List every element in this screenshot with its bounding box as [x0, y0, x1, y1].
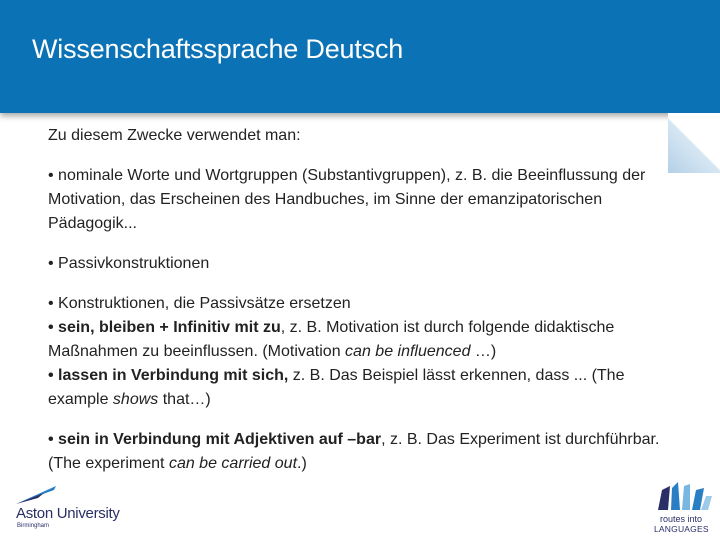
bullet-lassen-bold: • lassen in Verbindung mit sich, [48, 367, 289, 384]
aston-subtitle: Birmingham [17, 523, 50, 529]
bullet-passive-replacements: • Konstruktionen, die Passivsätze ersetzen [48, 295, 351, 312]
aston-university-logo [14, 484, 134, 534]
routes-text-line2: LANGUAGES [654, 524, 709, 534]
bullet-sein-adjective-bold: • sein in Verbindung mit Adjektiven auf –bar [48, 431, 382, 448]
bullet-sein-adjective-tail: .) [297, 455, 307, 472]
slide-content [48, 124, 688, 476]
bullet-sein-adjective [48, 428, 688, 476]
routes-fan-icon [654, 480, 714, 514]
slide-header [0, 0, 720, 113]
bullet-sein-adjective-italic: can be carried out [168, 455, 298, 472]
aston-swoosh-icon [14, 484, 74, 506]
routes-into-languages-logo [652, 480, 716, 536]
routes-text-line1: routes into [660, 514, 703, 524]
bullet-lassen [48, 364, 688, 412]
bullet-nominal-words: • nominale Worte und Wortgruppen (Substantivgruppen), z. B. die Beeinflussung der Motivation, das Erscheinen des Handbuches, im Sinne der emanzipatorischen Pädagogik... [48, 167, 646, 232]
bullet-lassen-tail: that…) [158, 391, 211, 408]
bullet-sein-adjective-text: , z. B. Das Experiment ist durchführbar. (The experiment [48, 431, 660, 472]
bullet-sein-bleiben-text: , z. B. Motivation ist durch folgende didaktische Maßnahmen zu beeinflussen. (Motivation [48, 319, 615, 360]
intro-text: Zu diesem Zwecke verwendet man: [48, 127, 301, 144]
bullet-sein-bleiben-tail: …) [470, 343, 497, 360]
bullet-sein-bleiben-bold: • sein, bleiben + Infinitiv mit zu [48, 319, 281, 336]
bullet-sein-bleiben [48, 316, 688, 364]
bullet-lassen-italic: shows [112, 391, 159, 408]
bullet-passive-constructions: • Passivkonstruktionen [48, 255, 210, 272]
bullet-lassen-text: z. B. Das Beispiel lässt erkennen, dass ... (The example [48, 367, 625, 408]
bullet-sein-bleiben-italic: can be influenced [345, 343, 471, 360]
aston-name: Aston University [16, 505, 120, 522]
slide-title: Wissenschaftssprache Deutsch [32, 34, 404, 64]
